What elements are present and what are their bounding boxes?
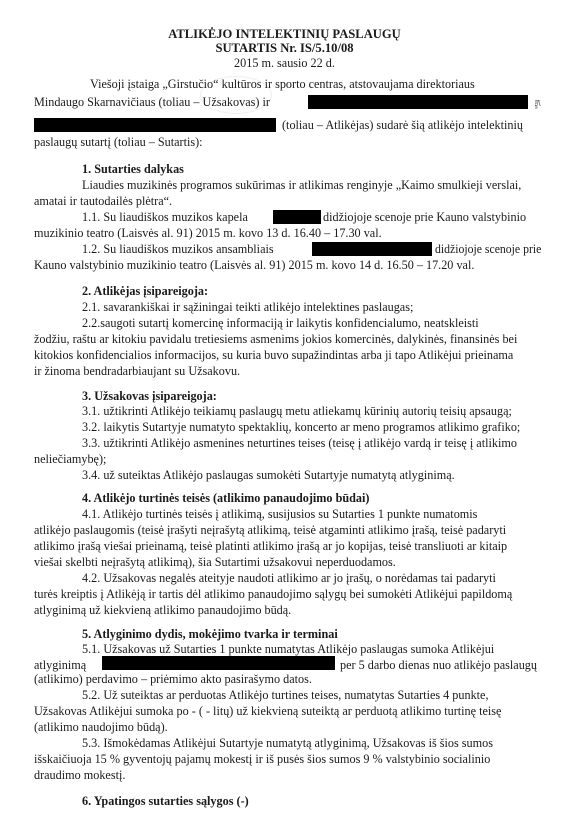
contract-number: SUTARTIS Nr. IS/5.10/08 <box>215 41 354 55</box>
item-2-2-line2: žodžiu, raštu ar kitokiu pavidalu tretiesiems asmenims jokios komercinės, dalykinės, finansinės bei <box>34 332 518 346</box>
item-5-2: 5.2. Už suteiktas ar perduotas Atlikėjo turtines teises, numatytas Sutarties 4 punkte, <box>82 688 489 702</box>
item-1-2: 1.2. Su liaudiškos muzikos ansambliais <box>82 242 274 256</box>
redaction-bar <box>308 95 528 109</box>
section-heading-4: 4. Atlikėjo turtinės teisės (atlikimo panaudojimo būdai) <box>82 491 370 505</box>
redaction-bar <box>273 210 321 224</box>
redaction-bar <box>312 242 432 256</box>
item-4-1-line3: atlikimo įrašą viešai prieinamą, teisė platinti atlikimo įrašą ar jo kopijas, teisė transliuoti ar kitaip <box>34 539 508 553</box>
item-5-2-line3: (atlikimo naudojimo būdą). <box>34 720 168 734</box>
item-1-2-line2: Kauno valstybinio muzikinio teatro (Laisvės al. 91) 2015 m. kovo 14 d. 16.50 – 17.20 val. <box>34 258 475 272</box>
contract-date: 2015 m. sausio 22 d. <box>234 56 335 70</box>
item-5-3: 5.3. Išmokėdamas Atlikėjui Sutartyje numatytą atlyginimą, Užsakovas iš šios sumos <box>82 736 493 750</box>
item-5-3-line2: išskaičiuoja 15 % gyventojų pajamų mokestį ir iš pusės šios sumos 9 % valstybinio socialinio <box>34 752 491 766</box>
redaction-bar <box>34 118 276 132</box>
section-heading-6: 6. Ypatingos sutarties sąlygos (-) <box>82 794 249 808</box>
item-4-1-line2: atlikėjo paslaugomis (teisė įrašyti neįrašytą atlikimą, teisė atgaminti atlikimo įrašą, teisė padaryti <box>34 523 507 537</box>
item-3-3-line2: neliečiamybę); <box>34 452 107 466</box>
item-5-3-line3: draudimo mokestį. <box>34 768 126 782</box>
item-1-1: 1.1. Su liaudiškos muzikos kapela <box>82 210 248 224</box>
item-5-1-line2-end: per 5 darbo dienas nuo atlikėjo paslaugų <box>340 658 537 672</box>
section-heading-1: 1. Sutarties dalykas <box>82 162 184 176</box>
item-3-2: 3.2. laikytis Sutartyje numatyto spektaklių, koncerto ar meno programos atlikimo grafiko; <box>82 420 521 434</box>
item-1-1-line2: muzikinio teatro (Laisvės al. 91) 2015 m. kovo 13 d. 16.40 – 17.30 val. <box>34 226 382 240</box>
item-1-1-cont: didžiojoje scenoje prie Kauno valstybinio <box>323 210 527 224</box>
intro-line-2-end: gyv. <box>535 95 541 109</box>
item-2-2: 2.2.saugoti sutartį komercinę informaciją ir laikytis konfidencialumo, neatskleisti <box>82 316 479 330</box>
item-2-2-line4: ir žinoma bendradarbiaujant su Užsakovu. <box>34 364 241 378</box>
intro-line-2: Mindaugo Skarnavičiaus (toliau – Užsakovas) ir <box>34 95 270 109</box>
item-4-2: 4.2. Užsakovas negalės ateityje naudoti atlikimo ar jo įrašų, o norėdamas tai padaryti <box>82 571 496 585</box>
item-4-1-line4: viešai skelbti neįrašytą atlikimą), šia Sutartimi užsakovui neperduodamos. <box>34 555 396 569</box>
item-4-2-line2: turės kreiptis į Atlikėją ir tartis dėl atlikimo panaudojimo sąlygų bei sumokėti Atlikėjui papildomą <box>34 587 513 601</box>
item-5-2-line2: Užsakovas Atlikėjui sumoka po - ( - litų) už kiekvieną suteiktą ar perduotą atlikimo turtinę teisę <box>34 704 502 718</box>
item-2-2-line3: kitokios konfidencialios informacijos, su kuria buvo supažindintas arba ji tapo Atlikėjui prieinama <box>34 348 514 362</box>
item-4-2-line3: atlyginimą už kiekvieną atlikimo panaudojimo būdą. <box>34 603 292 617</box>
item-2-1: 2.1. savarankiškai ir sąžiningai teikti atlikėjo intelektines paslaugas; <box>82 300 414 314</box>
item-4-1: 4.1. Atlikėjo turtinės teisės į atlikimą, susijusios su Sutarties 1 punkte numatomis <box>82 507 478 521</box>
intro-line-1: Viešoji įstaiga „Girstučio“ kultūros ir sporto centras, atstovaujama direktoriaus <box>90 77 475 91</box>
section-heading-5: 5. Atlyginimo dydis, mokėjimo tvarka ir terminai <box>82 627 338 641</box>
item-5-1-line3: (atlikimo) perdavimo – priėmimo akto pasirašymo datos. <box>34 672 312 686</box>
redaction-bar <box>102 656 335 670</box>
item-3-1: 3.1. užtikrinti Atlikėjo teikiamų paslaugų metu atliekamų kūrinių autorių teisių apsaugą; <box>82 404 512 418</box>
s1-para: Liaudies muzikinės programos sukūrimas ir atlikimas renginyje „Kaimo smulkieji verslai, <box>82 178 522 192</box>
intro-line-4: paslaugų sutartį (toliau – Sutartis): <box>34 135 203 149</box>
intro-line-3: (toliau – Atlikėjas) sudarė šią atlikėjo intelektinių <box>282 118 523 132</box>
item-1-2-cont: didžiojoje scenoje prie <box>435 242 542 256</box>
section-heading-3: 3. Užsakovas įsipareigoja: <box>82 389 217 403</box>
section-heading-2: 2. Atlikėjas įsipareigoja: <box>82 284 209 298</box>
item-5-1: 5.1. Užsakovas už Sutarties 1 punkte numatytas Atlikėjo paslaugas sumoka Atlikėjui <box>82 642 495 656</box>
item-3-4: 3.4. už suteiktas Atlikėjo paslaugas sumokėti Sutartyje numatytą atlyginimą. <box>82 468 455 482</box>
item-5-1-line2-start: atlyginimą <box>34 658 87 672</box>
s1-para: amatai ir tautodailės plėtra“. <box>34 194 173 208</box>
document-title: ATLIKĖJO INTELEKTINIŲ PASLAUGŲ <box>168 27 401 41</box>
item-3-3: 3.3. užtikrinti Atlikėjo asmenines neturtines teises (teisę į atlikėjo vardą ir teisę į atlikimo <box>82 436 517 450</box>
